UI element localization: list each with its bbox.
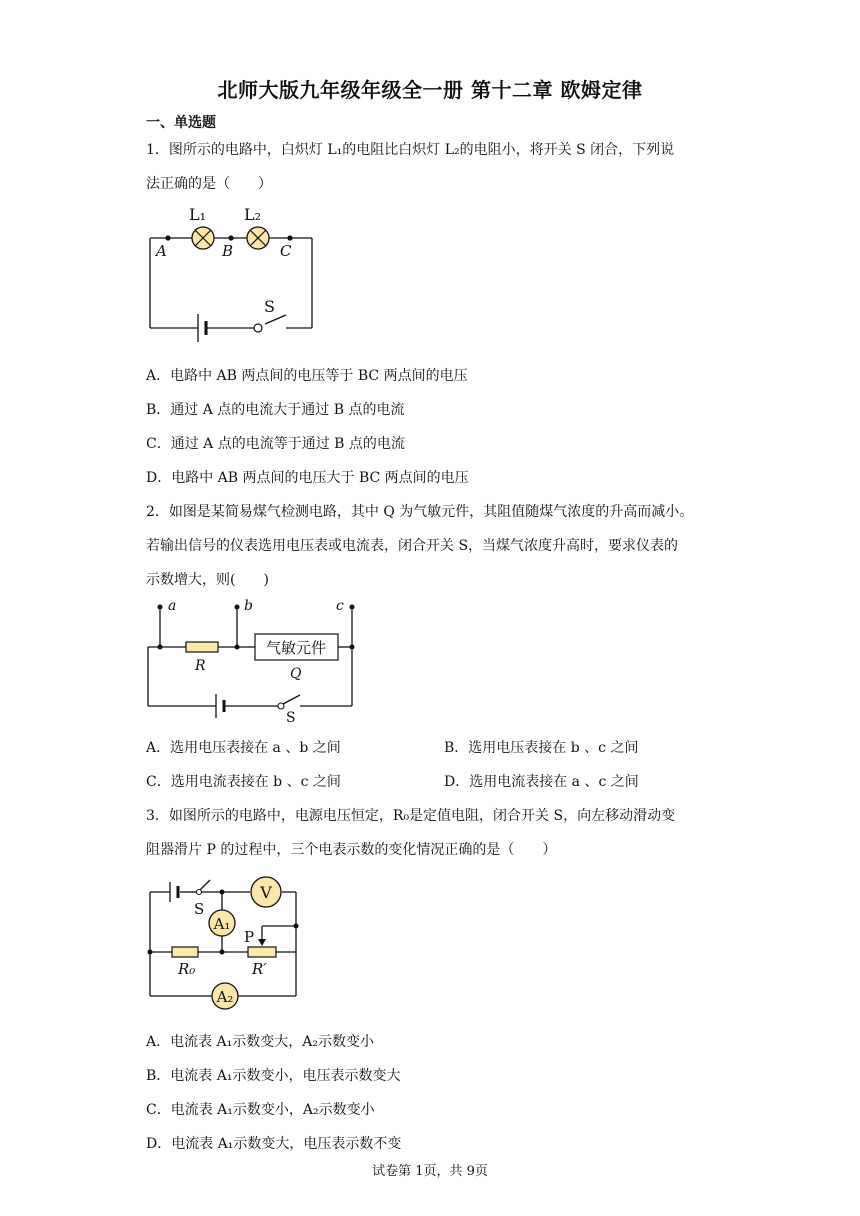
label-l2: L₂ [244, 205, 262, 224]
resistor-r0 [172, 947, 198, 957]
slider-arrow [258, 939, 266, 946]
label-q: Q [290, 666, 302, 682]
q2-circuit-diagram [140, 596, 370, 726]
node-right [350, 645, 355, 650]
label-r0: R₀ [178, 960, 196, 978]
label-a: a [168, 598, 177, 614]
q2-option-d[interactable]: D．选用电流表接在 a 、c 之间 [444, 774, 639, 790]
q1-option-b[interactable]: B．通过 A 点的电流大于通过 B 点的电流 [146, 402, 405, 418]
node-c [287, 235, 292, 240]
label-r: R [195, 658, 206, 674]
label-p: P [244, 928, 255, 946]
switch-pivot [197, 890, 202, 895]
switch-pivot [254, 324, 262, 332]
voltmeter-v [251, 877, 281, 907]
label-c: C [280, 242, 292, 260]
ammeter-a1 [209, 910, 235, 936]
section-heading: 一、单选题 [146, 115, 216, 131]
q2-stem-line3: 示数增大，则( ) [146, 572, 269, 588]
sensor-label: 气敏元件 [265, 639, 327, 657]
node-a [165, 235, 170, 240]
label-b: B [222, 242, 234, 260]
svg-text:A₂: A₂ [216, 988, 234, 1006]
label-b: b [244, 598, 253, 614]
q2-option-c[interactable]: C．选用电流表接在 b 、c 之间 [146, 774, 341, 790]
battery-symbol [198, 314, 206, 342]
q1-option-d[interactable]: D．电路中 AB 两点间的电压大于 BC 两点间的电压 [146, 470, 469, 486]
q3-stem-line2: 阻器滑片 P 的过程中，三个电表示数的变化情况正确的是（ ） [146, 842, 557, 858]
label-c: c [336, 598, 344, 614]
label-s: S [264, 297, 275, 316]
node-4 [294, 924, 299, 929]
q2-option-a[interactable]: A．选用电压表接在 a 、b 之间 [146, 740, 341, 756]
q2-option-b[interactable]: B．选用电压表接在 b 、c 之间 [444, 740, 639, 756]
q3-option-b[interactable]: B．电流表 A₁示数变小，电压表示数变大 [146, 1068, 401, 1084]
node-left [158, 645, 163, 650]
q1-circuit-diagram [140, 200, 330, 360]
svg-text:V: V [260, 883, 272, 902]
node-1 [220, 890, 225, 895]
resistor-r [186, 642, 218, 652]
terminal-b [235, 605, 240, 610]
rheostat-r-prime [248, 947, 276, 957]
label-s: S [286, 710, 296, 726]
label-r-prime: R′ [252, 960, 267, 978]
page-footer: 试卷第 1页，共 9页 [372, 1164, 488, 1179]
terminal-c [350, 605, 355, 610]
svg-text:A₁: A₁ [213, 915, 231, 933]
terminal-a [158, 605, 163, 610]
q3-stem-line1: 3．如图所示的电路中，电源电压恒定，R₀是定值电阻，闭合开关 S，向左移动滑动变 [146, 808, 676, 824]
q1-option-a[interactable]: A．电路中 AB 两点间的电压等于 BC 两点间的电压 [146, 368, 468, 384]
q1-stem-line1: 1．图所示的电路中，白炽灯 L₁的电阻比白炽灯 L₂的电阻小，将开关 S 闭合，下列说 [146, 142, 675, 158]
node-b [228, 235, 233, 240]
page-title: 北师大版九年级年级全一册 第十二章 欧姆定律 [217, 78, 643, 102]
q3-option-d[interactable]: D．电流表 A₁示数变大，电压表示数不变 [146, 1136, 402, 1152]
q2-stem-line1: 2．如图是某简易煤气检测电路，其中 Q 为气敏元件，其阻值随煤气浓度的升高而减小。 [146, 504, 694, 520]
switch-pivot [278, 703, 284, 709]
lamp-l2 [247, 227, 269, 249]
label-a: A [156, 242, 167, 260]
node-middle [235, 645, 240, 650]
label-l1: L₁ [189, 205, 207, 224]
q3-option-a[interactable]: A．电流表 A₁示数变大，A₂示数变小 [146, 1034, 375, 1050]
q1-stem-line2: 法正确的是（ ） [146, 176, 272, 192]
node-3 [148, 950, 153, 955]
battery-symbol [216, 694, 224, 718]
q3-option-c[interactable]: C．电流表 A₁示数变小，A₂示数变小 [146, 1102, 375, 1118]
q2-stem-line2: 若输出信号的仪表选用电压表或电流表，闭合开关 S，当煤气浓度升高时，要求仪表的 [146, 538, 679, 554]
node-2 [220, 950, 225, 955]
q1-option-c[interactable]: C．通过 A 点的电流等于通过 B 点的电流 [146, 436, 405, 452]
battery-symbol [170, 882, 178, 902]
lamp-l1 [192, 227, 214, 249]
label-s: S [194, 900, 205, 918]
ammeter-a2 [212, 983, 238, 1009]
q3-circuit-diagram [140, 870, 320, 1026]
